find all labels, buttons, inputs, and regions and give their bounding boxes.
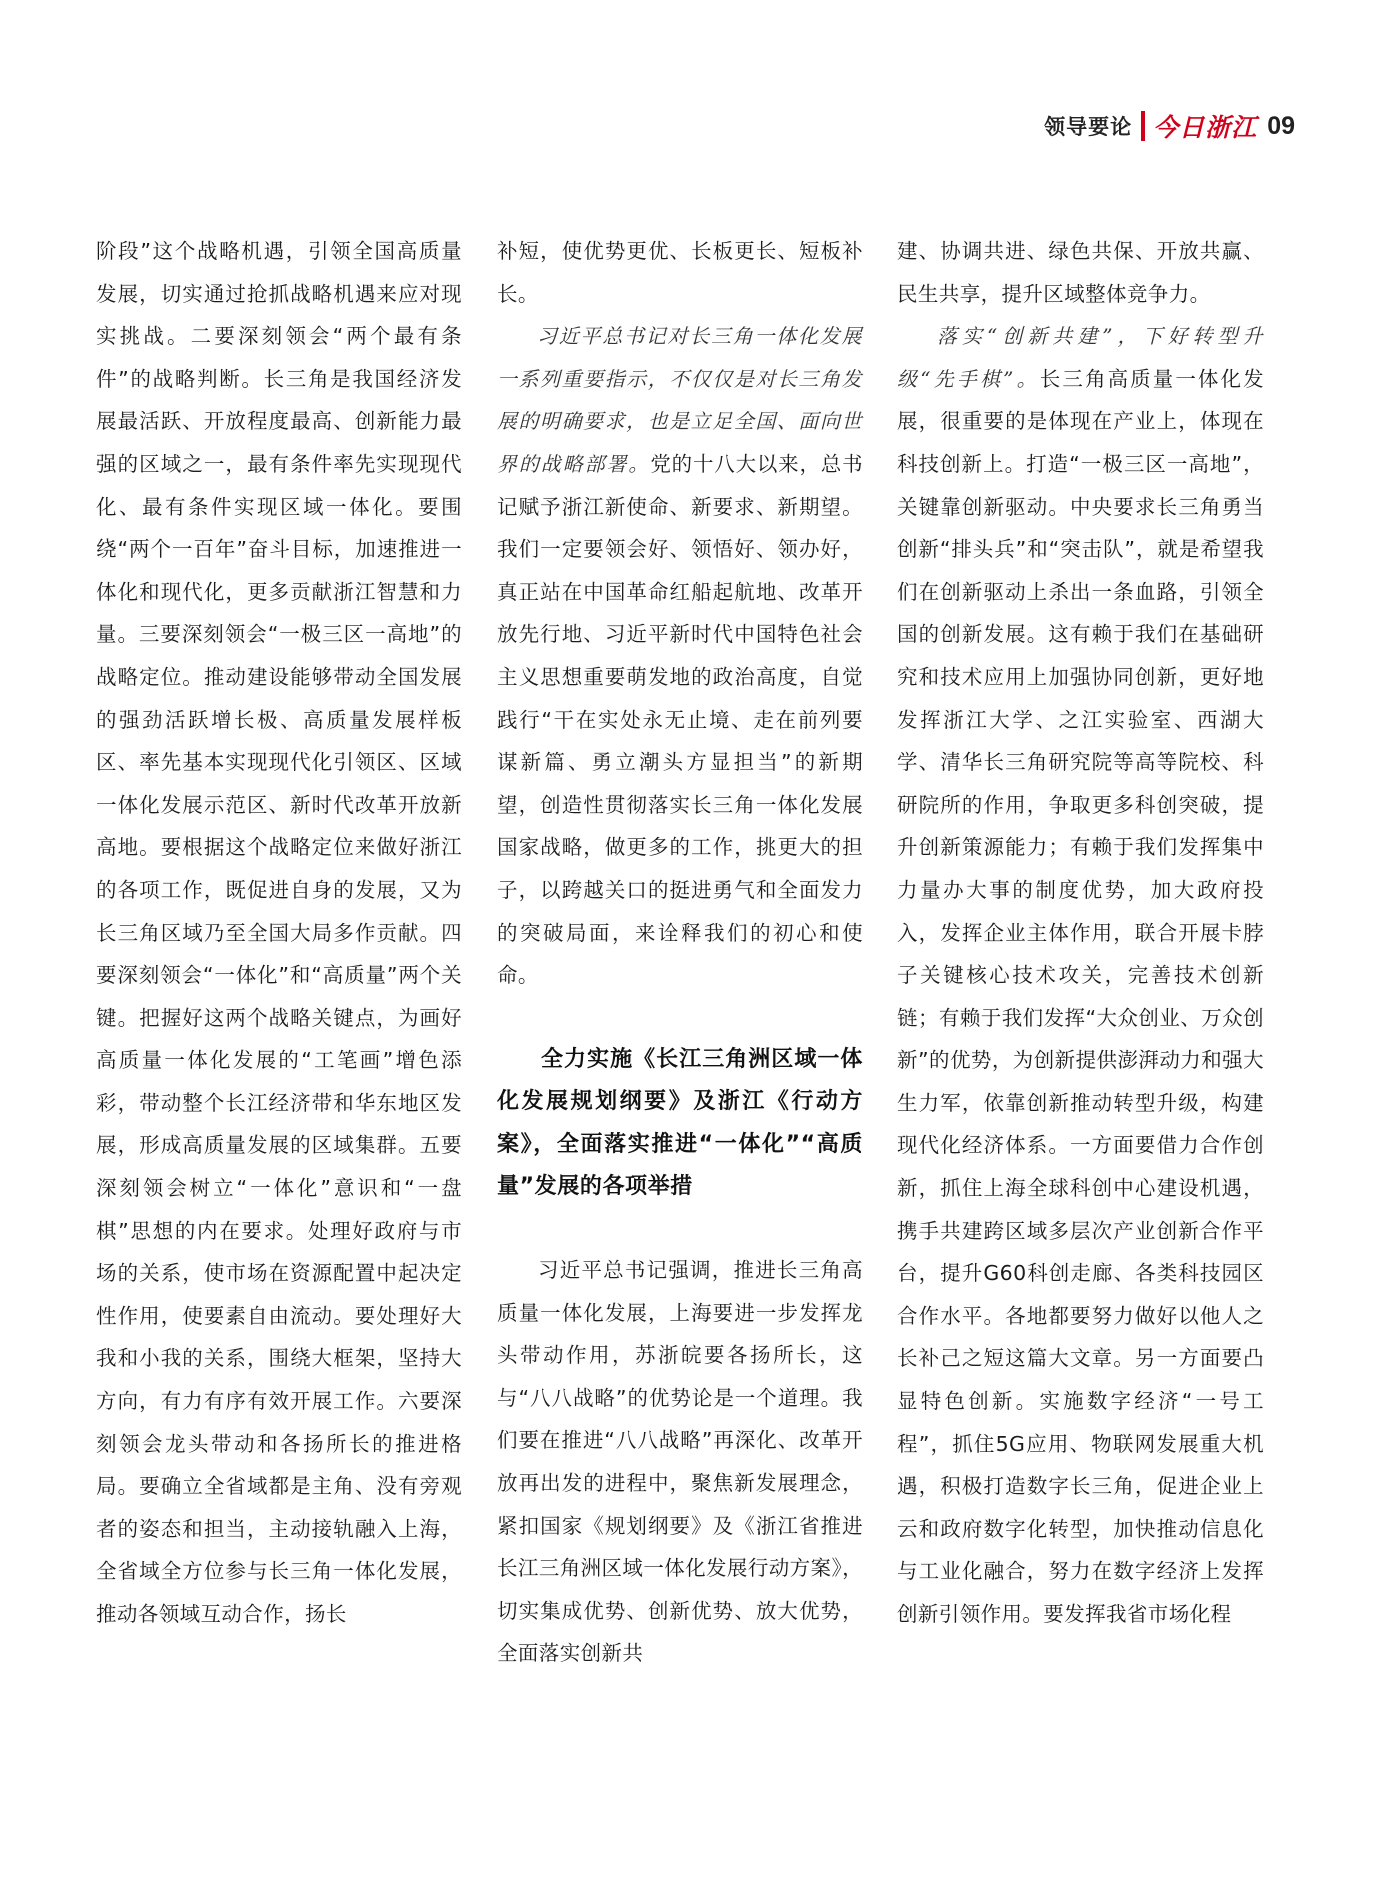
- page-header: [1044, 108, 1295, 144]
- body-paragraph: 补短，使优势更优、长板更长、短板补长。: [497, 239, 863, 306]
- pull-quote: 习近平总书记对长三角一体化发展一系列重要指示，不仅仅是对长三角发展的明确要求，也是立足全国、面向世界的战略部署。: [497, 324, 863, 476]
- section-heading: 全力实施《长江三角洲区域一体化发展规划纲要》及浙江《行动方案》，全面落实推进“一体化”“高质量”发展的各项举措: [497, 1046, 863, 1200]
- body-paragraph-continuation: 长三角高质量一体化发展，很重要的是体现在产业上，体现在科技创新上。打造“一极三区一高地”，关键靠创新驱动。中央要求长三角勇当创新“排头兵”和“突击队”，就是希望我们在创新驱动上杀出一条血路，引领全国的创新发展。这有赖于我们在基础研究和技术应用上加强协同创新，更好地发挥浙江大学、之江实验室、西湖大学、清华长三角研究院等高等院校、科研院所的作用，争取更多科创突破，提升创新策源能力；有赖于我们发挥集中力量办大事的制度优势，加大政府投入，发挥企业主体作用，联合开展卡脖子关键核心技术攻关，完善技术创新链；有赖于我们发挥“大众创业、万众创新”的优势，为创新提供澎湃动力和强大生力军，依靠创新推动转型升级，构建现代化经济体系。一方面要借力合作创新，抓住上海全球科创中心建设机遇，携手共建跨区域多层次产业创新合作平台，提升G60科创走廊、各类科技园区合作水平。各地都要努力做好以他人之长补己之短这篇大文章。另一方面要凸显特色创新。实施数字经济“一号工程”，抓住5G应用、物联网发展重大机遇，积极打造数字长三角，促进企业上云和政府数字化转型，加快推动信息化与工业化融合，努力在数字经济上发挥创新引领作用。要发挥我省市场化程: [897, 366, 1265, 1626]
- header-divider: [1141, 111, 1145, 141]
- text-column-1: [96, 230, 462, 1636]
- highlight-lead: [897, 315, 1264, 1635]
- body-paragraph-continuation: 党的十八大以来，总书记赋予浙江新使命、新要求、新期望。我们一定要领会好、领悟好、领办好，真正站在中国革命红船起航地、改革开放先行地、习近平新时代中国特色社会主义思想重要萌发地的政治高度，自觉践行“干在实处永无止境、走在前列要谋新篇、勇立潮头方显担当”的新期望，创造性贯彻落实长三角一体化发展国家战略，做更多的工作，挑更大的担子，以跨越关口的挺进勇气和全面发力的突破局面，来诠释我们的初心和使命。: [497, 451, 863, 988]
- pull-quote: 落实“创新共建”，下好转型升级“先手棋”。: [897, 324, 1264, 391]
- text-column-2: [497, 230, 863, 1675]
- body-paragraph: 阶段”这个战略机遇，引领全国高质量发展，切实通过抢抓战略机遇来应对现实挑战。二要深刻领会“两个最有条件”的战略判断。长三角是我国经济发展最活跃、开放程度最高、创新能力最强的区域之一，最有条件率先实现现代化、最有条件实现区域一体化。要围绕“两个一百年”奋斗目标，加速推进一体化和现代化，更多贡献浙江智慧和力量。三要深刻领会“一极三区一高地”的战略定位。推动建设能够带动全国发展的强劲活跃增长极、高质量发展样板区、率先基本实现现代化引领区、区域一体化发展示范区、新时代改革开放新高地。要根据这个战略定位来做好浙江的各项工作，既促进自身的发展，又为长三角区域乃至全国大局多作贡献。四要深刻领会“一体化”和“高质量”两个关键。把握好这两个战略关键点，为画好高质量一体化发展的“工笔画”增色添彩，带动整个长江经济带和华东地区发展，形成高质量发展的区域集群。五要深刻领会树立“一体化”意识和“一盘棋”思想的内在要求。处理好政府与市场的关系，使市场在资源配置中起决定性作用，使要素自由流动。要处理好大我和小我的关系，围绕大框架，坚持大方向，有力有序有效开展工作。六要深刻领会龙头带动和各扬所长的推进格局。要确立全省域都是主角、没有旁观者的姿态和担当，主动接轨融入上海，全省域全方位参与长三角一体化发展，推动各领域互动合作，扬长: [96, 239, 462, 1626]
- body-paragraph: 习近平总书记强调，推进长三角高质量一体化发展，上海要进一步发挥龙头带动作用，苏浙皖要各扬所长，这与“八八战略”的优势论是一个道理。我们要在推进“八八战略”再深化、改革开放再出发的进程中，聚焦新发展理念，紧扣国家《规划纲要》及《浙江省推进长江三角洲区域一体化发展行动方案》，切实集成优势、创新优势、放大优势，全面落实创新共: [497, 1258, 863, 1666]
- text-column-3: [897, 230, 1264, 1636]
- page-number: 09: [1267, 111, 1295, 140]
- section-title: 领导要论: [1044, 115, 1133, 139]
- magazine-logo: 今日浙江: [1153, 113, 1258, 142]
- body-paragraph: 建、协调共进、绿色共保、开放共赢、民生共享，提升区域整体竞争力。: [897, 239, 1264, 306]
- highlight-lead: [497, 315, 863, 997]
